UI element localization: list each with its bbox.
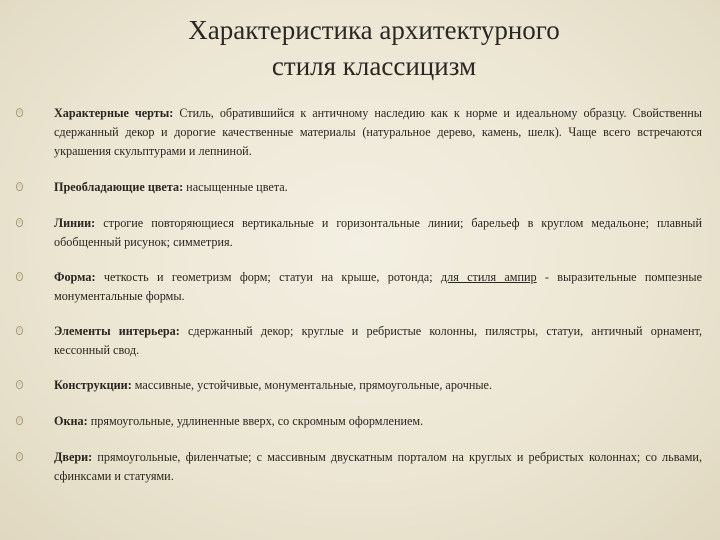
bullet-term: Окна: bbox=[54, 414, 88, 428]
bullet-term: Линии: bbox=[54, 216, 96, 230]
bullet-marker-icon bbox=[16, 272, 23, 281]
bullet-item-colors bbox=[54, 178, 702, 197]
slide-title-line-2: стиля классицизм bbox=[271, 51, 477, 81]
bullet-underlined-text: для стиля ампир bbox=[440, 270, 537, 284]
bullet-item-lines bbox=[54, 214, 702, 252]
bullet-item-interior bbox=[54, 322, 702, 360]
bullet-marker-icon bbox=[16, 218, 23, 227]
bullet-text: строгие повторяющиеся вертикальные и горизонтальные линии; барельеф в круглом медальоне; плавный обобщенный рисунок; симметрия. bbox=[54, 216, 702, 249]
bullet-marker-icon bbox=[16, 108, 23, 117]
bullet-text: - выразительные помпезные монументальные формы. bbox=[54, 270, 702, 303]
bullet-marker-icon bbox=[16, 182, 23, 191]
bullet-item-constructions bbox=[54, 376, 702, 395]
bullet-text: прямоугольные, филенчатые; с массивным двускатным порталом на круглых и ребристых колоннах; со львами, сфинксами и статуями. bbox=[54, 450, 702, 483]
bullet-text: четкость и геометризм форм; статуи на крыше, ротонда; bbox=[95, 270, 441, 284]
bullet-term: Преобладающие цвета: bbox=[54, 180, 184, 194]
bullet-item-characteristics bbox=[54, 104, 702, 161]
bullet-text: массивные, устойчивые, монументальные, прямоугольные, арочные. bbox=[131, 378, 492, 392]
bullet-item-doors bbox=[54, 448, 702, 486]
slide-title-line-1: Характеристика архитектурного bbox=[188, 15, 560, 45]
bullet-item-windows bbox=[54, 412, 702, 431]
bullet-item-form bbox=[54, 268, 702, 306]
bullet-text: насыщенные цвета. bbox=[183, 180, 288, 194]
bullet-term: Конструкции: bbox=[54, 378, 132, 392]
bullet-text: Стиль, обратившийся к античному наследию как к норме и идеальному образцу. Свойственны сдержанный декор и дорогие качественные материалы (натуральное дерево, камень, шелк). Чаще всего встречаются украшения скульптурами и лепниной. bbox=[54, 106, 702, 158]
bullet-marker-icon bbox=[16, 452, 23, 461]
bullet-term: Элементы интерьера: bbox=[54, 324, 180, 338]
bullet-marker-icon bbox=[16, 416, 23, 425]
bullet-term: Форма: bbox=[54, 270, 96, 284]
bullet-marker-icon bbox=[16, 326, 23, 335]
bullet-marker-icon bbox=[16, 380, 23, 389]
bullet-text: прямоугольные, удлиненные вверх, со скромным оформлением. bbox=[87, 414, 424, 428]
bullet-text: сдержанный декор; круглые и ребристые колонны, пилястры, статуи, античный орнамент, кессонный свод. bbox=[54, 324, 702, 357]
bullet-term: Двери: bbox=[54, 450, 93, 464]
bullet-term: Характерные черты: bbox=[54, 106, 174, 120]
